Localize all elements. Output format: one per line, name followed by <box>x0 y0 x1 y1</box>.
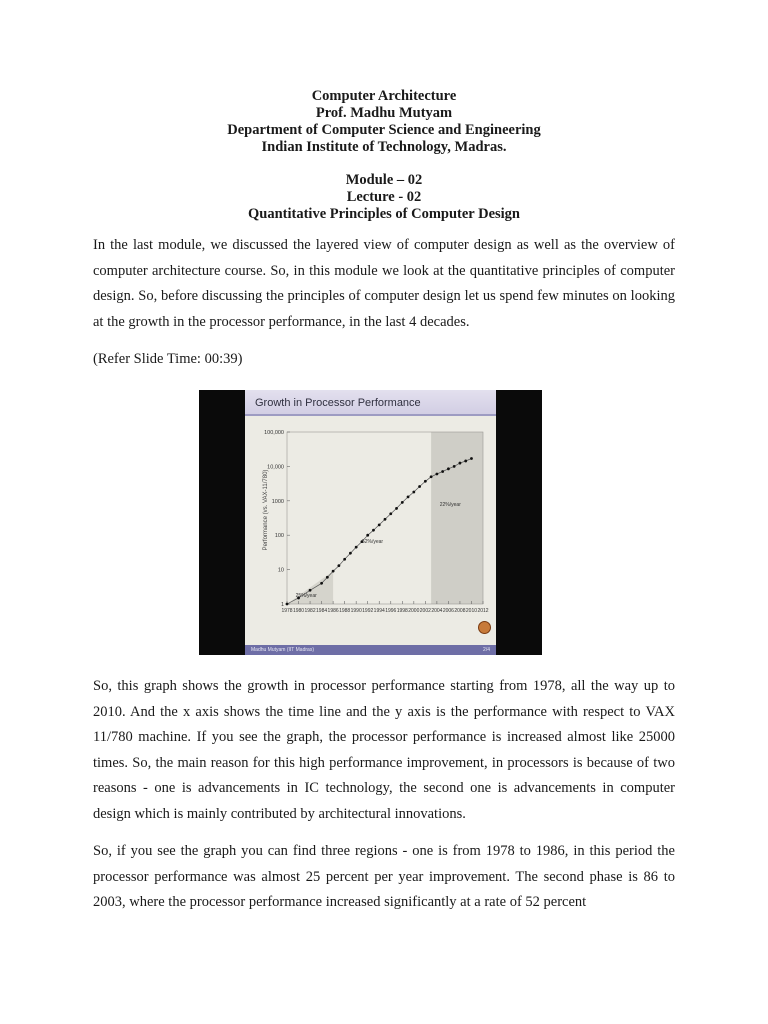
data-point <box>389 512 392 515</box>
document-header <box>0 88 768 223</box>
lecture-title: Quantitative Principles of Computer Design <box>248 206 520 222</box>
performance-chart <box>245 422 496 647</box>
x-tick-label: 1980 <box>292 608 305 614</box>
institute-logo-icon <box>478 621 491 634</box>
x-tick-label: 1986 <box>327 608 339 614</box>
y-tick-label: 1000 <box>271 498 284 505</box>
region-rate-label: 52%/year <box>361 538 384 545</box>
course-title: Computer Architecture <box>311 88 457 104</box>
x-tick-label: 1984 <box>316 608 328 614</box>
data-point <box>332 570 335 573</box>
x-tick-label: 2000 <box>408 608 420 614</box>
slide-image <box>199 390 542 655</box>
data-point <box>424 480 427 483</box>
data-point <box>418 485 421 488</box>
region-22-shade <box>431 432 483 604</box>
data-point <box>384 518 387 521</box>
x-tick-label: 2002 <box>419 608 431 614</box>
slide-title: Growth in Processor Performance <box>255 397 421 409</box>
y-tick-label: 10 <box>277 567 284 574</box>
y-axis-label: Performance (vs. VAX-11/780) <box>263 469 269 551</box>
data-point <box>326 576 329 579</box>
data-point <box>366 534 369 537</box>
paragraph-intro: In the last module, we discussed the layered view of computer design as well as the overview of computer architecture course. So, in this module we look at the quantitative principles of computer design. So, before discussing the principles of computer design let us spend few minutes on looking at the growth in the processor performance, in the last 4 decades. <box>93 237 675 330</box>
slide <box>245 390 496 655</box>
data-point <box>309 589 312 592</box>
data-point <box>470 457 473 460</box>
x-tick-label: 1992 <box>362 608 374 614</box>
module-number: Module – 02 <box>345 172 423 188</box>
data-point <box>464 460 467 463</box>
data-point <box>395 507 398 510</box>
x-tick-label: 1998 <box>396 608 408 614</box>
lecture-number: Lecture - 02 <box>346 189 422 205</box>
data-point <box>343 558 346 561</box>
slide-footer-page: 2/4 <box>483 647 490 653</box>
x-tick-label: 2006 <box>442 608 454 614</box>
data-point <box>286 603 289 606</box>
data-point <box>453 465 456 468</box>
data-point <box>372 529 375 532</box>
x-tick-label: 2008 <box>454 608 466 614</box>
region-rate-label: 22%/year <box>439 502 461 509</box>
data-point <box>441 470 444 473</box>
data-point <box>355 546 358 549</box>
x-tick-label: 2010 <box>465 608 478 614</box>
y-tick-label: 100,000 <box>264 430 284 436</box>
x-tick-label: 1982 <box>304 608 316 614</box>
y-tick-label: 1 <box>280 602 284 608</box>
data-point <box>412 491 415 494</box>
slide-footer <box>245 645 496 655</box>
data-point <box>447 467 450 470</box>
x-tick-label: 2012 <box>477 608 489 614</box>
paragraph-graph-description: So, this graph shows the growth in processor performance starting from 1978, all the way up to 2010. And the x axis shows the time line and the y axis is the performance with respect to VAX 11/780 machine. If you see the graph, the processor performance is increased almost like 25000 times. So, the main reason for this high performance improvement, in processors is because of two reasons - one is advancements in IC technology, the second one is advancements in computer design which is mainly contributed by architectural innovations. <box>93 678 675 822</box>
y-tick-label: 100 <box>274 533 284 540</box>
data-point <box>407 495 410 498</box>
paragraph-regions: So, if you see the graph you can find three regions - one is from 1978 to 1986, in this period the processor performance was almost 25 percent per year improvement. The second phase is 86 to 2003, where the processor performance increased significantly at a rate of 52 percent <box>93 843 675 910</box>
institute-name: Indian Institute of Technology, Madras. <box>261 139 507 155</box>
x-tick-label: 1994 <box>373 608 385 614</box>
data-point <box>320 582 323 585</box>
x-tick-label: 1996 <box>385 608 397 614</box>
data-point <box>435 473 438 476</box>
slide-title-bar <box>245 390 496 416</box>
department-name: Department of Computer Science and Engineering <box>227 122 541 138</box>
x-tick-label: 1988 <box>339 608 351 614</box>
data-point <box>459 462 462 465</box>
x-tick-label: 1978 <box>281 608 293 614</box>
data-point <box>430 475 433 478</box>
data-point <box>401 501 404 504</box>
slide-reference: (Refer Slide Time: 00:39) <box>93 351 243 367</box>
data-point <box>337 564 340 567</box>
data-point <box>349 552 352 555</box>
region-rate-label: 25%/year <box>295 592 317 599</box>
x-tick-label: 2004 <box>431 608 443 614</box>
x-tick-label: 1990 <box>350 608 362 614</box>
data-point <box>378 523 381 526</box>
slide-footer-author: Madhu Mutyam (IIT Madras) <box>251 647 314 653</box>
y-tick-label: 10,000 <box>267 464 284 471</box>
professor-name: Prof. Madhu Mutyam <box>315 105 453 121</box>
